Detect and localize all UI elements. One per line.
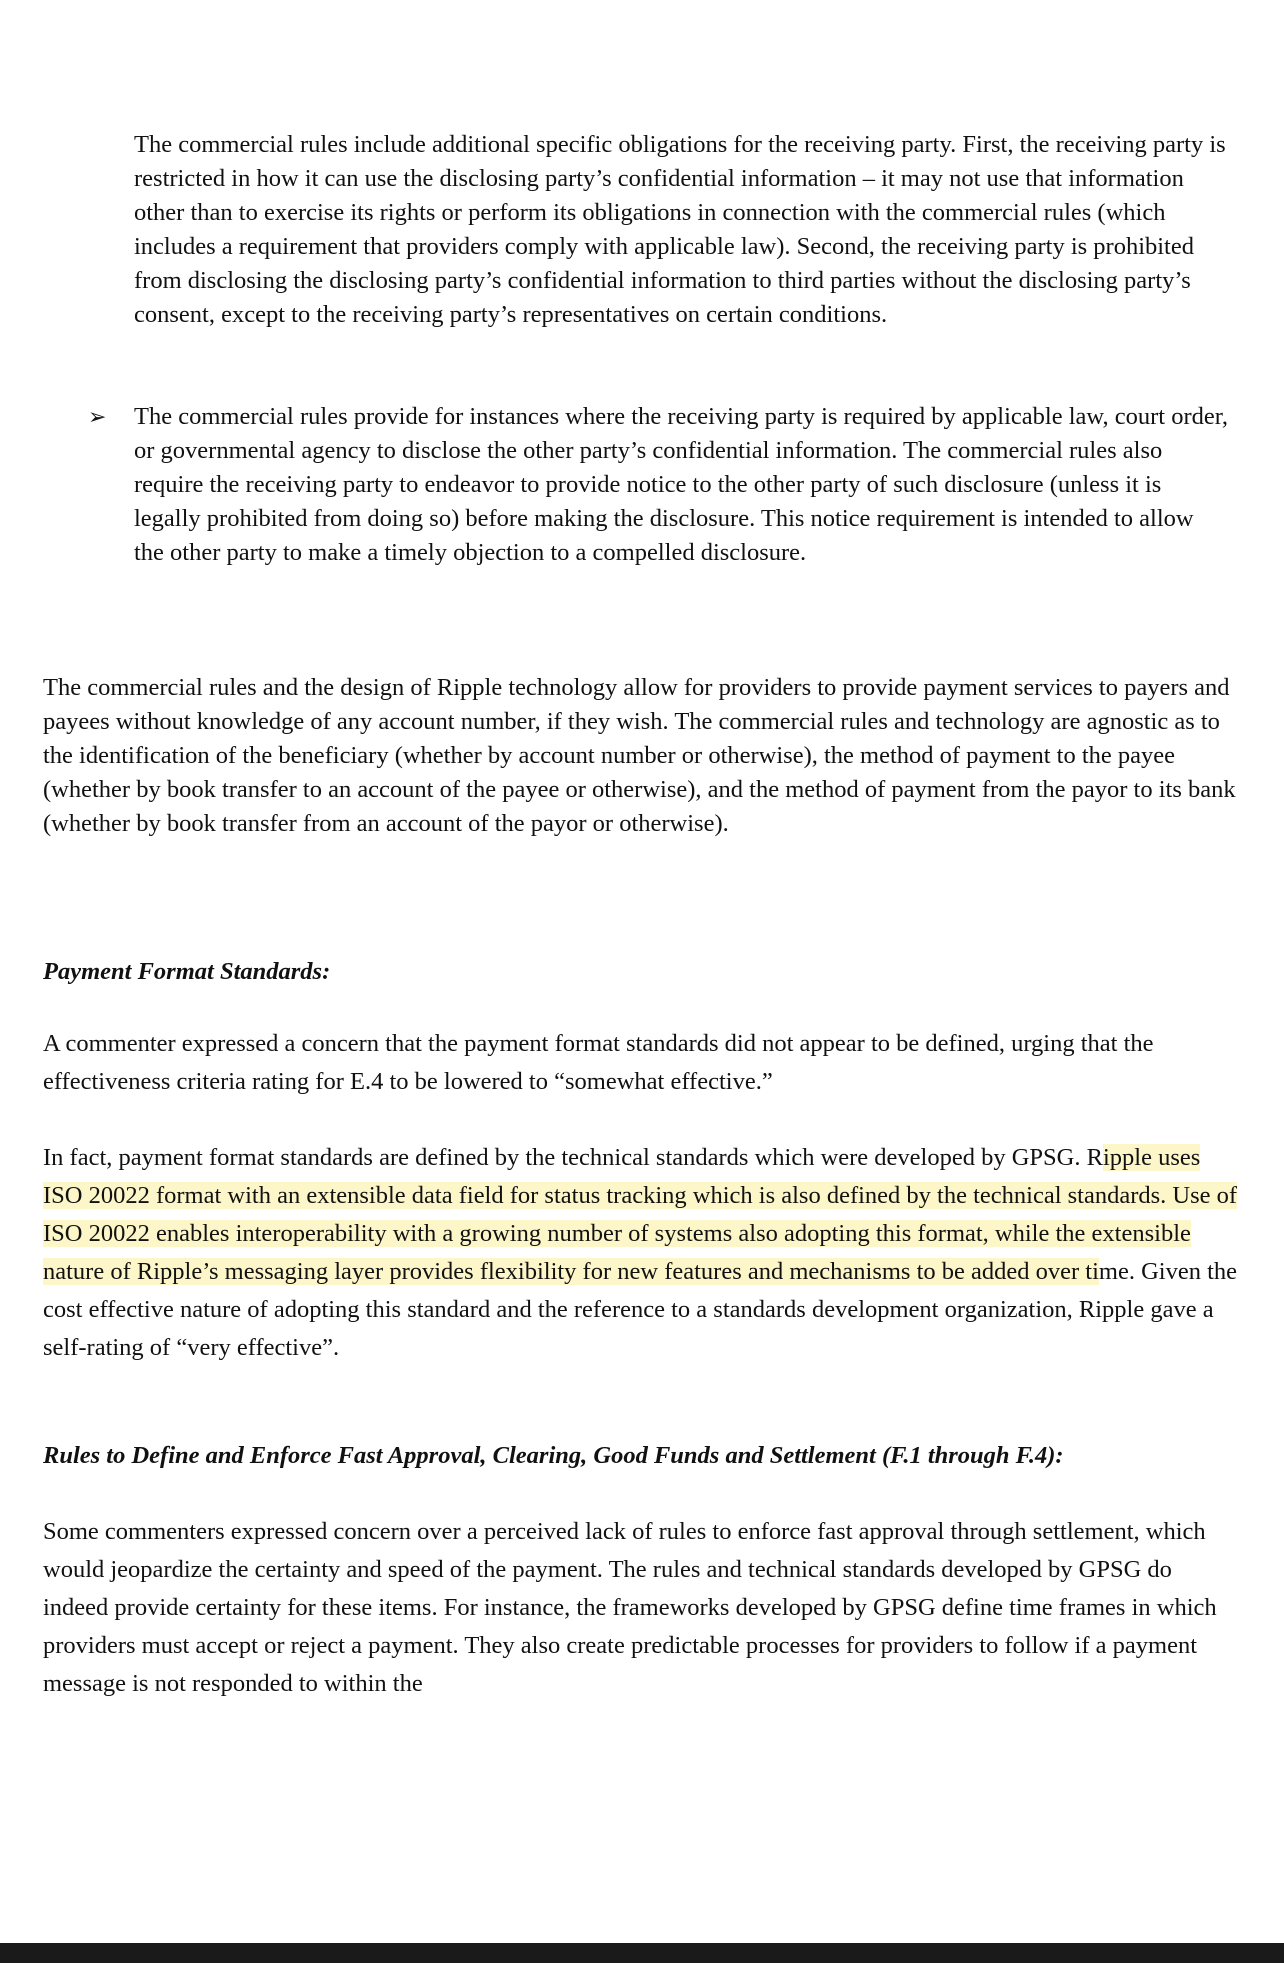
heading-fast-approval-rules: Rules to Define and Enforce Fast Approval, Clearing, Good Funds and Settlement (F.1 through F.4): xyxy=(43,1442,1064,1469)
arrow-bullet-icon: ➢ xyxy=(88,404,107,429)
paragraph-iso-20022-start: In fact, payment format standards are defined by the technical standards which were developed by GPSG. R xyxy=(43,1144,1103,1171)
paragraph-ripple-technology: The commercial rules and the design of Ripple technology allow for providers to provide payment services to payers and payees without knowledge of any account number, if they wish. The commercial rules and technology are agnostic as to the identification of the beneficiary (whether by account number or otherwise), the method of payment to the payee (whether by book transfer to an account of the payee or otherwise), and the method of payment from the payor to its bank (whether by book transfer from an account of the payor or otherwise). xyxy=(43,674,1236,837)
paragraph-settlement-concern: Some commenters expressed concern over a perceived lack of rules to enforce fast approval through settlement, which would jeopardize the certainty and speed of the payment. The rules and technical standards developed by GPSG do indeed provide certainty for these items. For instance, the frameworks developed by GPSG define time frames in which providers must accept or reject a payment. They also create predictable processes for providers to follow if a payment message is not responded to within the xyxy=(43,1518,1217,1697)
paragraph-commenter-concern: A commenter expressed a concern that the payment format standards did not appear to be defined, urging that the effectiveness criteria rating for E.4 to be lowered to “somewhat effective.” xyxy=(43,1030,1154,1095)
bottom-bar xyxy=(0,1943,1284,1963)
paragraph-receiving-party-obligations: The commercial rules include additional specific obligations for the receiving party. First, the receiving party is restricted in how it can use the disclosing party’s confidential information – it may not use that information other than to exercise its rights or perform its obligations in connection with the commercial rules (which includes a requirement that providers comply with applicable law). Second, the receiving party is prohibited from disclosing the disclosing party’s confidential information to third parties without the disclosing party’s consent, except to the receiving party’s representatives on certain conditions. xyxy=(134,131,1226,328)
paragraph-compelled-disclosure: The commercial rules provide for instances where the receiving party is required by applicable law, court order, or governmental agency to disclose the other party’s confidential information. The commercial rules also require the receiving party to endeavor to provide notice to the other party of such disclosure (unless it is legally prohibited from doing so) before making the disclosure. This notice requirement is intended to allow the other party to make a timely objection to a compelled disclosure. xyxy=(134,403,1229,566)
paragraph-iso-20022 xyxy=(43,1139,1243,1367)
heading-payment-format-standards: Payment Format Standards: xyxy=(43,958,331,985)
highlighted-text[interactable]: ipple uses ISO 20022 format with an extensible data field for status tracking which is also defined by the technical standards. Use of ISO 20022 enables interoperability with a growing number of systems also adopting this format, while the extensible nature of Ripple’s messaging layer provides flexibility for new features and mechanisms to be added over ti xyxy=(43,1144,1238,1285)
paragraph-iso-20022-end: me. Given the cost effective nature of adopting this standard and the reference to a standards development organization, Ripple gave a self-rating of “very effective”. xyxy=(43,1258,1238,1361)
